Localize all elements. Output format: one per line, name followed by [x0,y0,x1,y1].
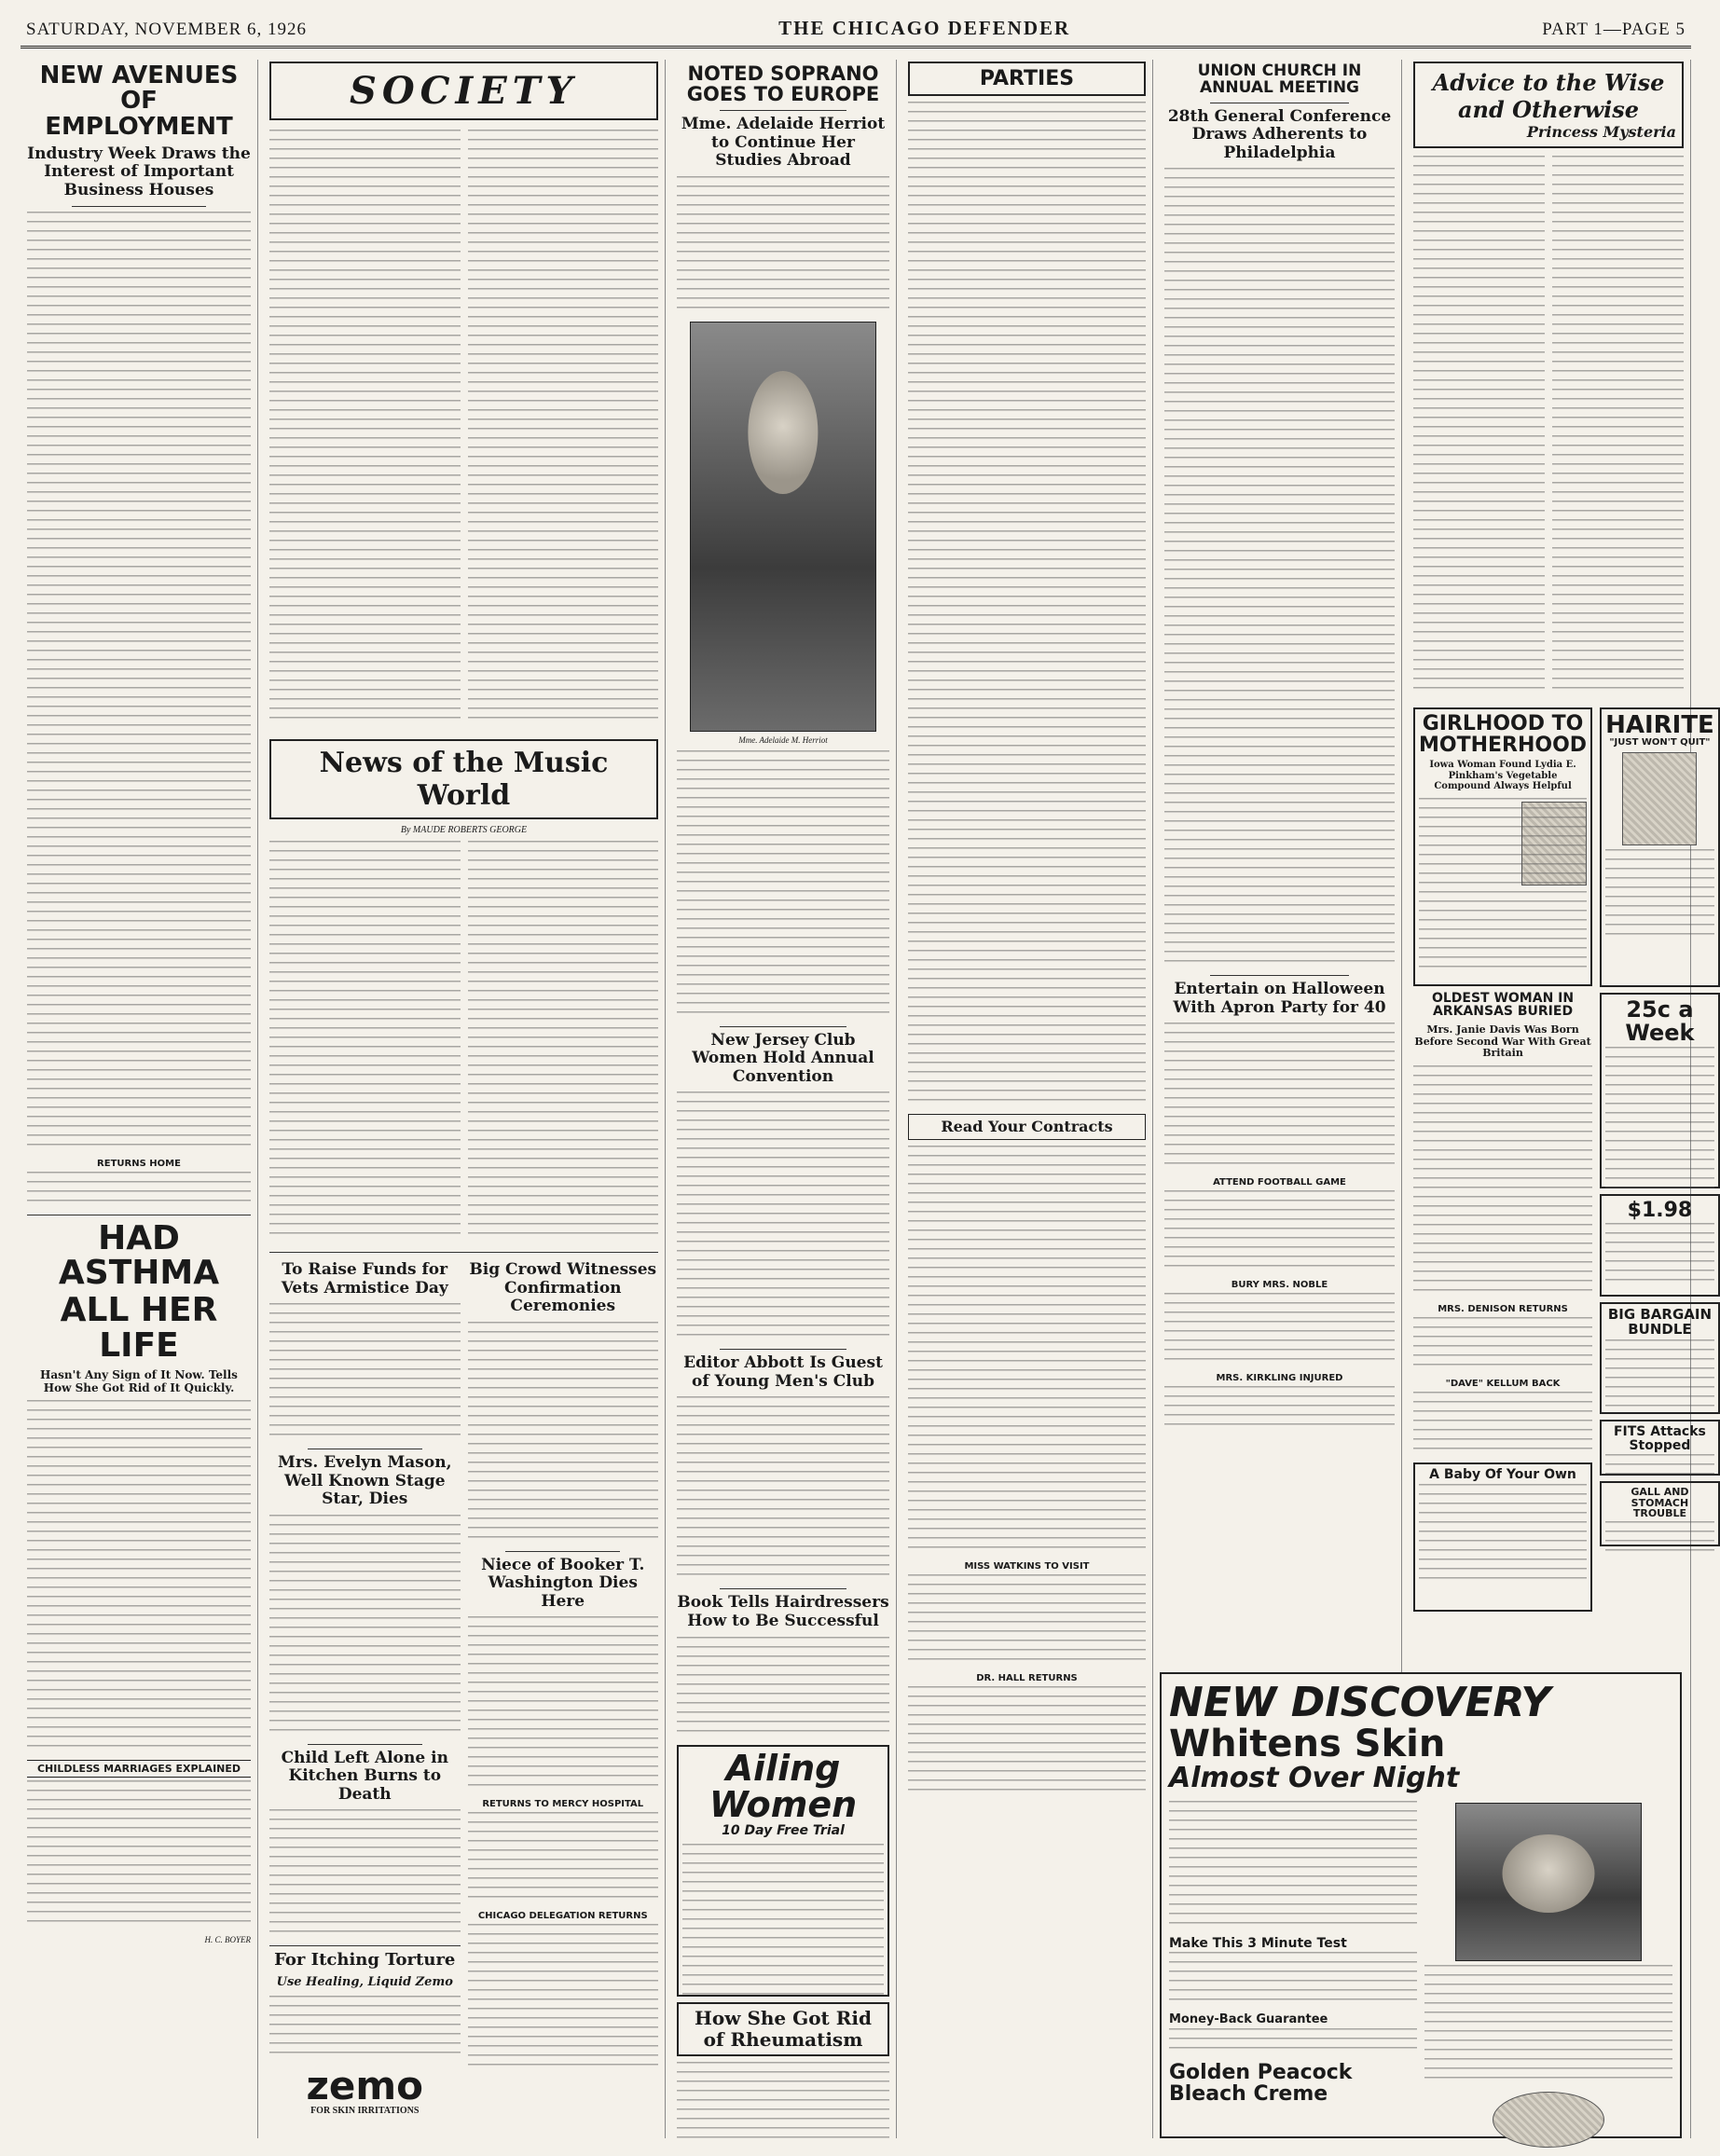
kellum-heading: "DAVE" KELLUM BACK [1445,1378,1561,1389]
mason-body [269,1515,461,1738]
music-byline: By MAUDE ROBERTS GEORGE [400,825,528,835]
halloween-headline: Entertain on Halloween With Apron Party for 40 [1173,980,1386,1017]
watkins-body [908,1574,1146,1668]
asthma-ad-deck: Hasn't Any Sign of It Now. Tells How She Got Rid of It Quickly. [40,1367,238,1394]
child-burns-headline: Child Left Alone in Kitchen Burns to Death [281,1748,448,1804]
zemo-logo: zemo [306,2063,424,2108]
watkins-heading: MISS WATKINS TO VISIT [964,1561,1090,1572]
girlhood-title-1: GIRLHOOD TO [1422,712,1584,735]
confirmation-headline: Big Crowd Witnesses Confirmation Ceremonies [469,1260,657,1316]
vets-headline: To Raise Funds for Vets Armistice Day [281,1260,448,1298]
child-burns-body [269,1809,461,1940]
newspaper-page [21,11,1714,2146]
kellum-body [1413,1392,1592,1457]
niece-headline: Niece of Booker T. Washington Dies Here [481,1555,645,1611]
column-4 [901,60,1153,2138]
music-col-a [269,841,461,1242]
employment-article-body [27,212,251,1153]
niece-body [468,1616,659,1793]
denison-body [1413,1317,1592,1373]
whiten-product-1: Golden Peacock [1169,2061,1353,2085]
bargain-ad-title: BIG BARGAIN BUNDLE [1607,1306,1713,1338]
delegation-heading: CHICAGO DELEGATION RETURNS [477,1911,648,1922]
society-col-b [468,130,659,726]
masthead-date: SATURDAY, NOVEMBER 6, 1926 [26,20,308,39]
union-church-headline: UNION CHURCH IN ANNUAL MEETING [1197,62,1362,97]
whiten-jar [1493,2092,1604,2148]
football-heading: ATTEND FOOTBALL GAME [1213,1177,1346,1188]
mason-headline: Mrs. Evelyn Mason, Well Known Stage Star, Dies [278,1453,452,1509]
delegation-body [468,1924,659,2073]
rheumatism-ad-body [677,2062,889,2146]
oldest-woman-body [1413,1065,1592,1298]
column-1 [21,60,258,2138]
nj-club-body [677,1092,889,1343]
hairite-image [1622,752,1697,845]
herriot-caption: Mme. Adelaide M. Herriot [738,735,828,745]
baby-ad-title: A Baby Of Your Own [1429,1466,1576,1482]
baby-ad [1413,1463,1592,1612]
advice-col-b [1552,156,1684,696]
gall-ad [1600,1481,1720,1546]
hairite-title: HAIRITE [1605,711,1714,739]
contracts-body [908,1146,1146,1556]
childless-heading: CHILDLESS MARRIAGES EXPLAINED [27,1760,251,1778]
bargain-ad [1600,1302,1720,1414]
union-church-deck: 28th General Conference Draws Adherents to Philadelphia [1167,106,1392,162]
hairdresser-body [677,1637,889,1739]
childless-signature: H. C. BOYER [204,1935,251,1945]
society-banner: SOCIETY [269,62,658,120]
mercy-body [468,1812,659,1905]
confirmation-body [468,1322,659,1545]
zemo-sub: FOR SKIN IRRITATIONS [310,2106,420,2116]
halloween-body [1164,1023,1395,1172]
masthead [21,11,1691,48]
girlhood-title-2: MOTHERHOOD [1419,734,1588,758]
rheumatism-ad-headline: How She Got Rid of Rheumatism [677,2002,889,2056]
soprano-deck: Mme. Adelaide Herriot to Continue Her Studies Abroad [681,115,886,171]
column-2 [263,60,666,2138]
itching-deck: Use Healing, Liquid Zemo [276,1975,453,1990]
masthead-title: THE CHICAGO DEFENDER [778,17,1071,39]
returns-home-body [27,1172,251,1209]
noble-body [1164,1293,1395,1367]
kirkling-body [1164,1386,1395,1433]
whiten-test: Make This 3 Minute Test [1169,1935,1347,1951]
itching-body [269,1996,461,2061]
whiten-headline-1: NEW DISCOVERY [1169,1679,1551,1726]
society-col-a [269,130,461,726]
week-ad [1600,993,1720,1188]
price-ad [1600,1194,1720,1297]
oldest-woman-headline: OLDEST WOMAN IN ARKANSAS BURIED [1431,990,1575,1020]
childless-body [27,1780,251,1929]
music-col-b [468,841,659,1242]
hall-heading: DR. HALL RETURNS [976,1673,1078,1684]
whiten-guarantee: Money-Back Guarantee [1169,2012,1328,2027]
oldest-woman-deck: Mrs. Janie Davis Was Born Before Second War With Great Britain [1414,1023,1591,1060]
asthma-ad-headline-2: ALL HER LIFE [60,1291,218,1365]
column-3 [670,60,897,2138]
ailing-women-trial: 10 Day Free Trial [722,1823,845,1839]
ailing-women-title: Ailing Women [709,1747,858,1826]
girlhood-deck: Iowa Woman Found Lydia E. Pinkham's Vegetable Compound Always Helpful [1429,760,1576,792]
music-world-banner: News of the Music World [269,739,658,819]
abbott-body [677,1396,889,1583]
hairite-sub: "JUST WON'T QUIT" [1609,737,1711,748]
price-ad-value: $1.98 [1627,1199,1693,1222]
whiten-product-2: Bleach Creme [1169,2082,1328,2107]
kirkling-heading: MRS. KIRKLING INJURED [1216,1373,1343,1384]
fits-ad-title: FITS Attacks Stopped [1613,1424,1706,1453]
whiten-headline-3: Almost Over Night [1169,1762,1460,1795]
union-church-body [1164,168,1395,969]
fits-ad [1600,1420,1720,1476]
mercy-heading: RETURNS TO MERCY HOSPITAL [482,1799,644,1810]
soprano-body-cont [677,750,889,1021]
noble-heading: BURY MRS. NOBLE [1231,1280,1328,1291]
advice-author: Princess Mysteria [1526,123,1676,141]
returns-home-heading: RETURNS HOME [97,1158,181,1169]
whiten-headline-2: Whitens Skin [1169,1723,1446,1766]
whitens-skin-ad [1160,1672,1682,2138]
asthma-ad-body [27,1400,251,1754]
abbott-headline: Editor Abbott Is Guest of Young Men's Club [683,1353,883,1391]
whiten-portrait [1455,1803,1642,1961]
football-body [1164,1190,1395,1274]
week-ad-title: 25c a Week [1625,996,1695,1047]
hall-body [908,1686,1146,1798]
itching-headline: For Itching Torture [274,1950,456,1971]
ailing-women-ad [677,1745,889,1997]
soprano-body [677,176,889,316]
denison-heading: MRS. DENISON RETURNS [1438,1303,1568,1314]
advice-col-a [1413,156,1545,696]
advice-banner [1413,62,1684,148]
employment-deck: Industry Week Draws the Interest of Important Business Houses [27,144,251,199]
asthma-ad-headline-1: HAD ASTHMA [58,1218,220,1293]
parties-body [908,102,1146,1108]
masthead-page: PART 1—PAGE 5 [1542,20,1686,39]
herriot-photo [690,322,876,732]
parties-banner: PARTIES [908,62,1146,96]
contracts-headline: Read Your Contracts [908,1114,1146,1140]
advice-title: Advice to the Wise and Otherwise [1432,69,1665,123]
nj-club-headline: New Jersey Club Women Hold Annual Convention [692,1030,874,1086]
hairite-ad [1600,707,1720,987]
gall-ad-title: GALL AND STOMACH TROUBLE [1631,1486,1689,1520]
hairdresser-headline: Book Tells Hairdressers How to Be Successful [677,1593,889,1631]
soprano-headline: NOTED SOPRANO GOES TO EUROPE [686,62,880,106]
employment-headline: NEW AVENUES OF EMPLOYMENT [39,62,239,141]
vets-body [269,1303,461,1443]
girlhood-ad [1413,707,1592,986]
